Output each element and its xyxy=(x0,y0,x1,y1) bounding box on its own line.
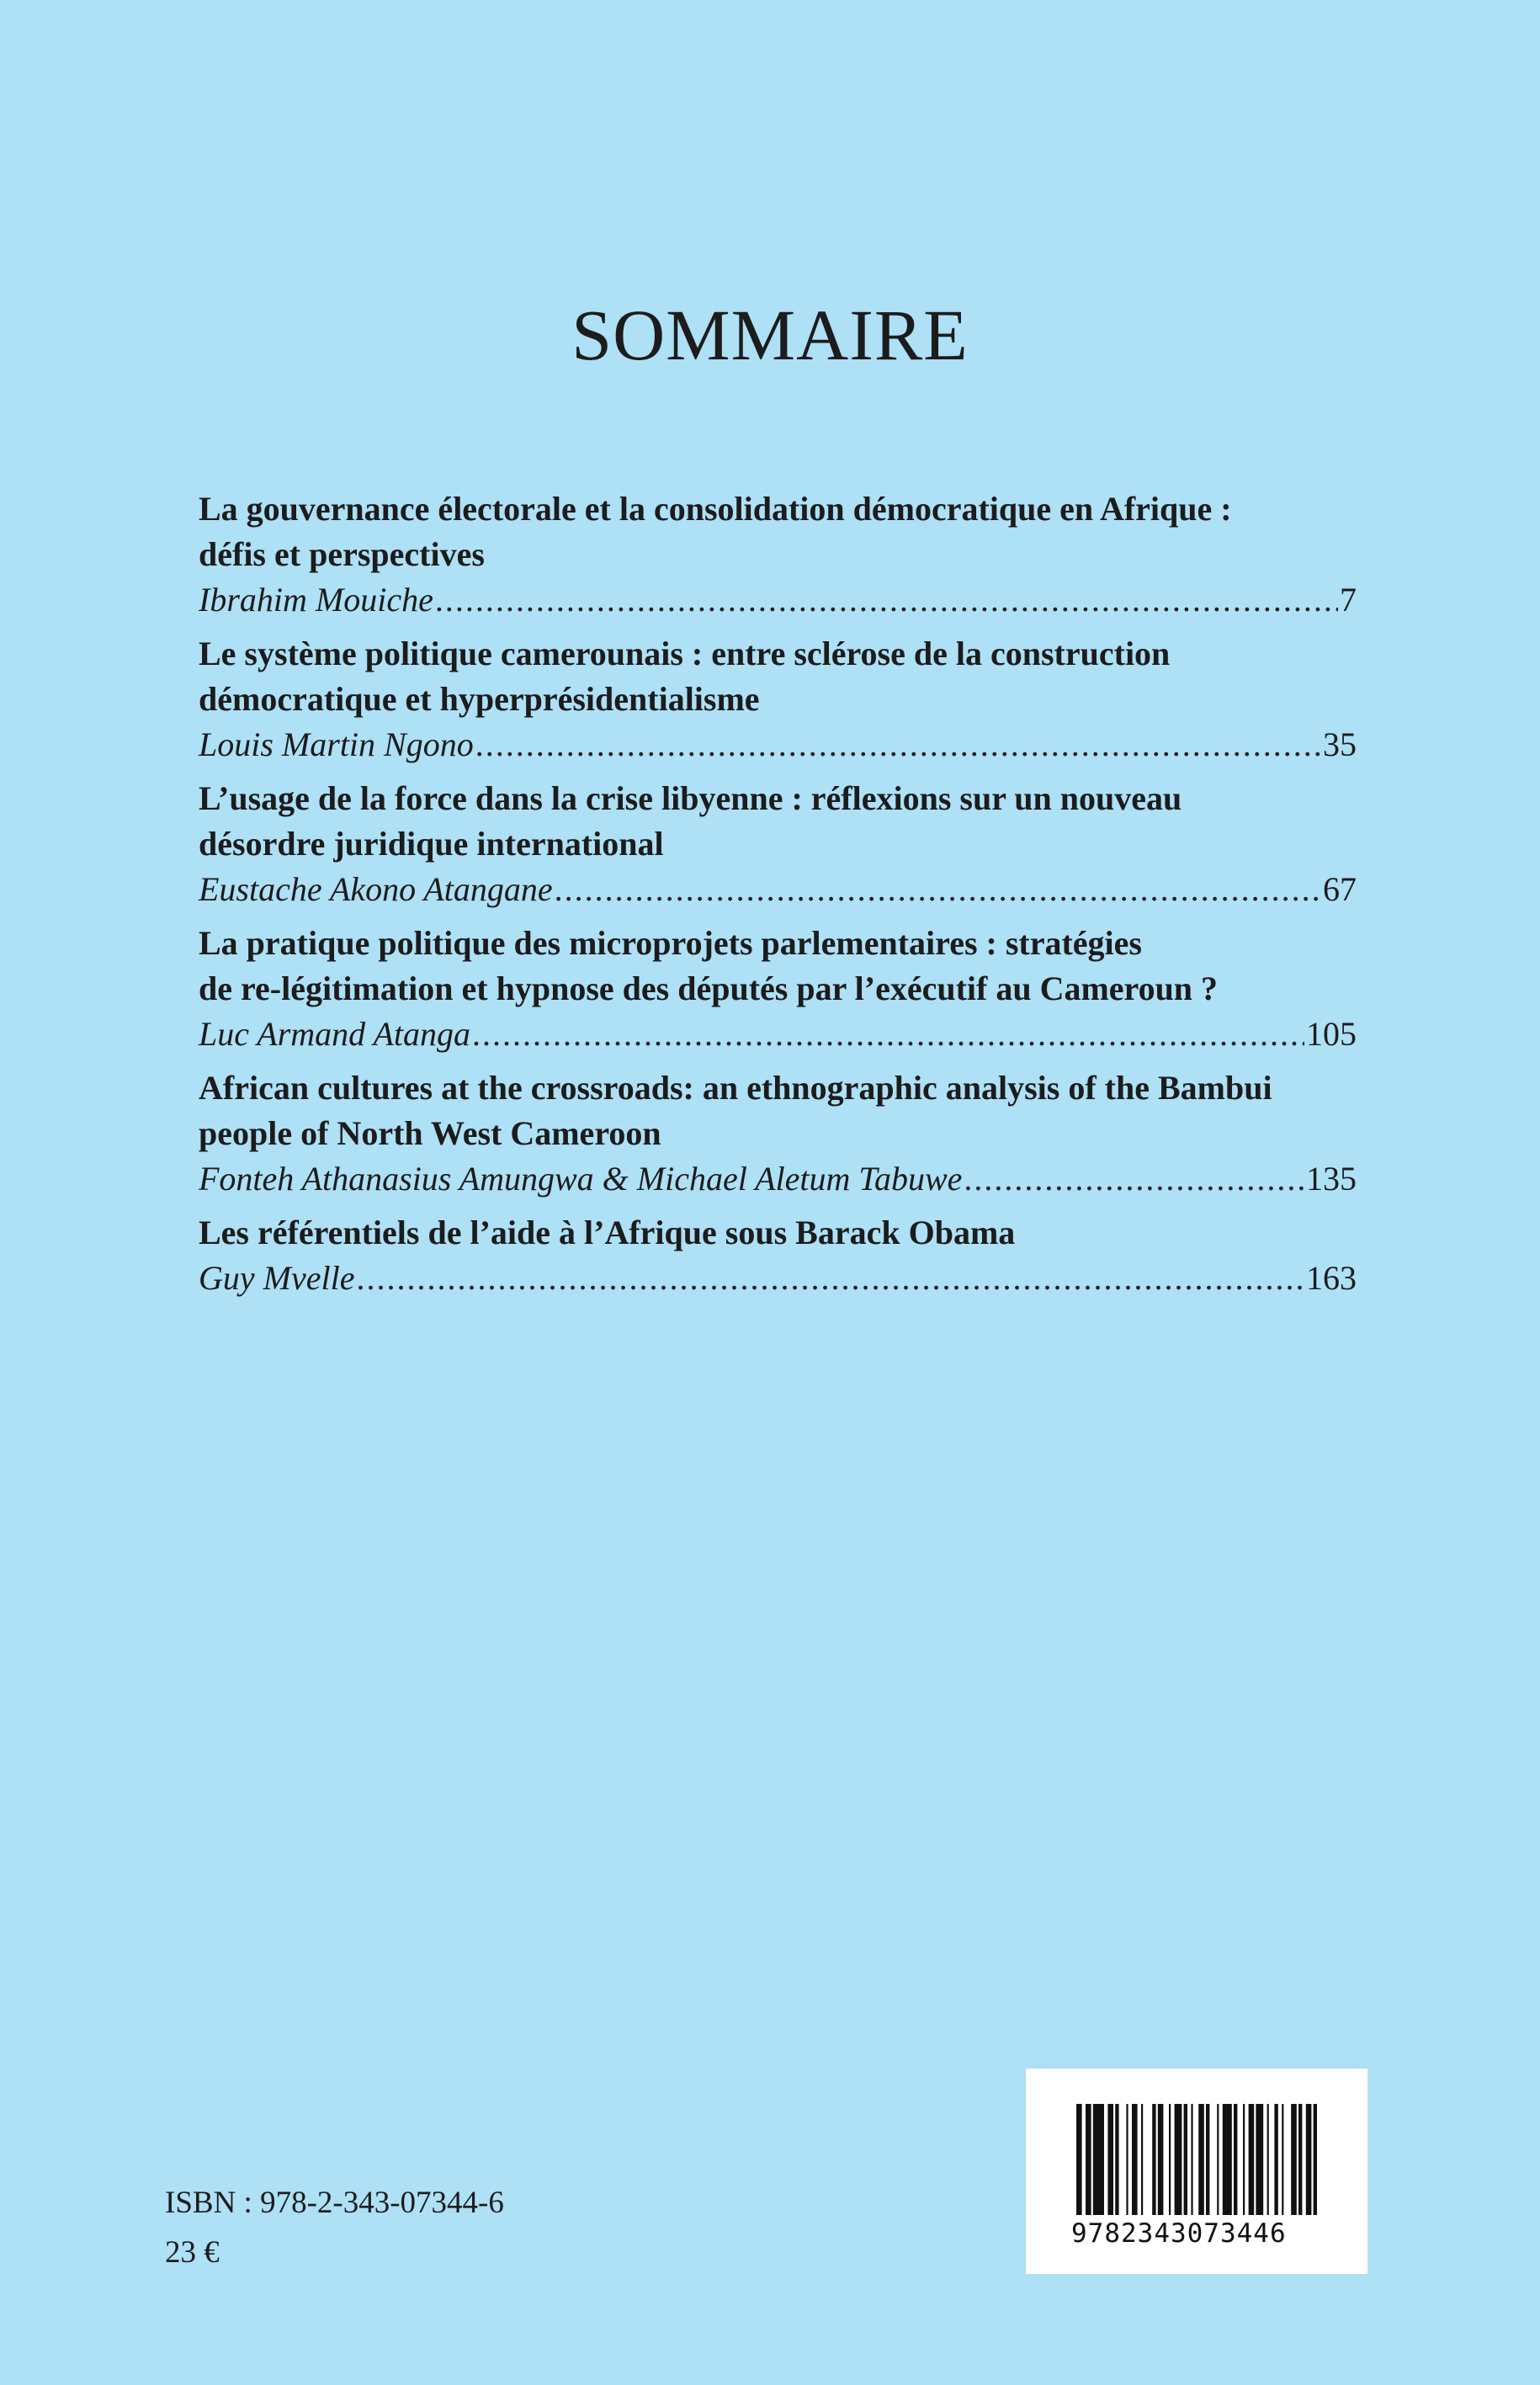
entry-page-number: 135 xyxy=(1306,1160,1357,1198)
entry-page-number: 7 xyxy=(1340,581,1357,619)
toc-entry xyxy=(199,1065,1357,1202)
barcode-bars xyxy=(1076,2104,1319,2215)
entry-title xyxy=(199,776,1357,867)
entry-title-line: défis et perspectives xyxy=(199,535,485,573)
entry-author-line xyxy=(199,1256,1357,1301)
entry-title xyxy=(199,631,1357,722)
dot-leader xyxy=(356,1256,1304,1301)
entry-page-number: 67 xyxy=(1323,870,1357,908)
entry-title-line: de re-légitimation et hypnose des députés par l’exécutif au Cameroun ? xyxy=(199,969,1219,1007)
toc-entry xyxy=(199,631,1357,768)
dot-leader xyxy=(475,722,1321,768)
entry-author: Louis Martin Ngono xyxy=(199,725,474,763)
entry-page-number: 105 xyxy=(1306,1015,1357,1053)
entry-title-line: La pratique politique des microprojets parlementaires : stratégies xyxy=(199,924,1142,962)
isbn-text: ISBN : 978-2-343-07344-6 xyxy=(165,2186,504,2220)
entry-title-line: L’usage de la force dans la crise libyenne : réflexions sur un nouveau xyxy=(199,779,1182,817)
entry-title xyxy=(199,1065,1357,1156)
entry-title xyxy=(199,921,1357,1012)
entry-author: Ibrahim Mouiche xyxy=(199,581,433,619)
dot-leader xyxy=(472,1012,1304,1057)
entry-title-line: démocratique et hyperprésidentialisme xyxy=(199,680,760,718)
price-text: 23 € xyxy=(165,2235,220,2270)
entry-author-line xyxy=(199,577,1357,623)
entry-author: Eustache Akono Atangane xyxy=(199,870,553,908)
entry-author-line xyxy=(199,867,1357,912)
entry-title-line: people of North West Cameroon xyxy=(199,1114,661,1152)
dot-leader xyxy=(964,1156,1304,1202)
toc-entry xyxy=(199,776,1357,912)
barcode xyxy=(1026,2069,1367,2274)
entry-title xyxy=(199,486,1357,577)
entry-author: Guy Mvelle xyxy=(199,1259,355,1297)
barcode-digits: 9782343073446 xyxy=(1071,2218,1287,2249)
entry-author-line xyxy=(199,1156,1357,1202)
entry-title-line: Le système politique camerounais : entre sclérose de la construction xyxy=(199,635,1171,672)
entry-author: Luc Armand Atanga xyxy=(199,1015,470,1053)
entry-author-line xyxy=(199,722,1357,768)
dot-leader xyxy=(555,867,1321,912)
toc-entry xyxy=(199,921,1357,1057)
entry-page-number: 163 xyxy=(1306,1259,1357,1297)
entry-title xyxy=(199,1210,1357,1256)
entry-title-line: La gouvernance électorale et la consolidation démocratique en Afrique : xyxy=(199,490,1232,528)
entry-title-line: Les référentiels de l’aide à l’Afrique sous Barack Obama xyxy=(199,1214,1016,1251)
dot-leader xyxy=(435,577,1338,623)
table-of-contents xyxy=(199,486,1357,1309)
toc-entry xyxy=(199,1210,1357,1301)
entry-page-number: 35 xyxy=(1323,725,1357,763)
page-title: SOMMAIRE xyxy=(571,295,969,375)
entry-title-line: désordre juridique international xyxy=(199,825,664,863)
entry-title-line: African cultures at the crossroads: an ethnographic analysis of the Bambui xyxy=(199,1069,1272,1107)
toc-entry xyxy=(199,486,1357,623)
entry-author-line xyxy=(199,1012,1357,1057)
entry-author: Fonteh Athanasius Amungwa & Michael Aletum Tabuwe xyxy=(199,1160,963,1198)
